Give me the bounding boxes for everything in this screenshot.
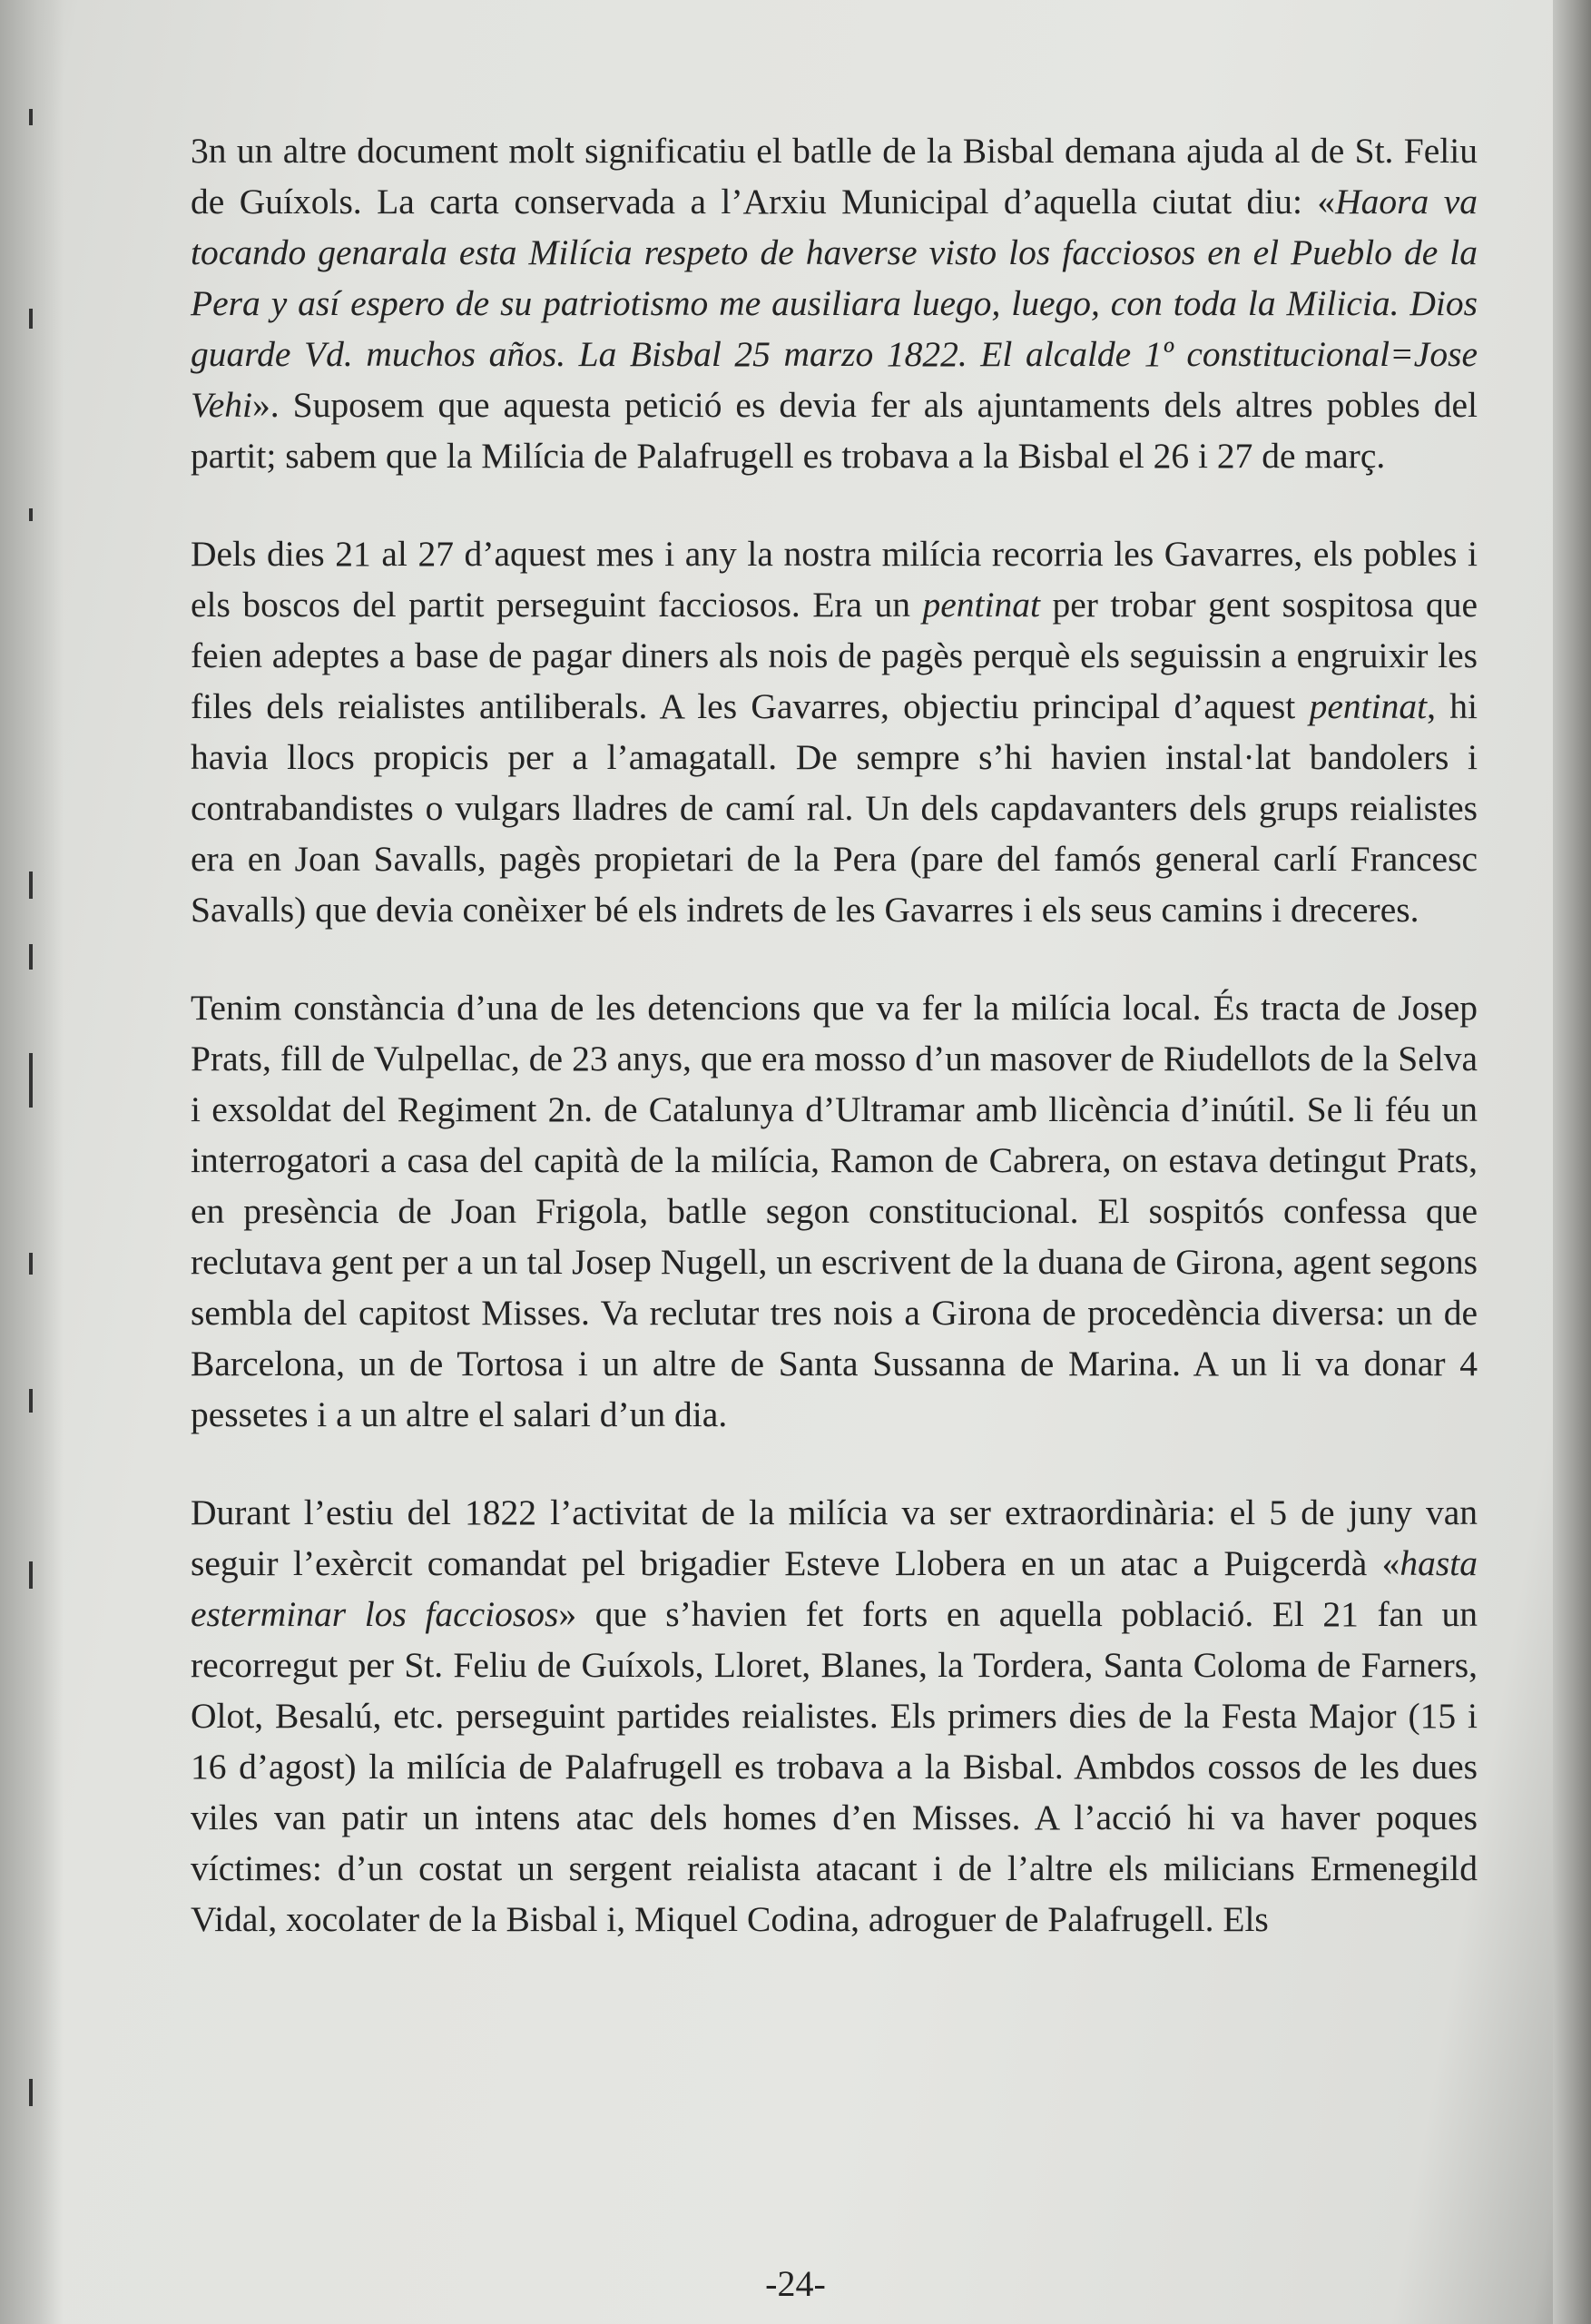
binding-mark — [29, 1561, 33, 1589]
page-binding-margin — [0, 0, 64, 2324]
binding-mark — [29, 872, 33, 899]
binding-mark — [29, 2079, 33, 2106]
paragraph-text: , hi havia llocs propicis per a l’amagatall. De sempre s’hi havien instal·lat bandolers i contrabandistes o vulgars lladres de camí ral. Un dels capdavanters dels grups reialistes era en Joan Savalls, pagès propietari de la Pera (pare del famós general carlí Francesc Savalls) que devia conèixer bé els indrets de les Gavarres i els seus camins i dreceres. — [191, 686, 1478, 930]
binding-mark — [29, 944, 33, 970]
paragraph-text: Tenim constància d’una de les detencions que va fer la milícia local. És tracta de Josep Prats, fill de Vulpellac, de 23 anys, que era mosso d’un masover de Riudellots de la Selva i exsoldat del Regiment 2n. de Catalunya d’Ultramar amb llicència d’inútil. Se li féu un interrogatori a casa del capità de la milícia, Ramon de Cabrera, on estava detingut Prats, en presència de Joan Frigola, batlle segon constitucional. El sospitós confessa que reclutava gent per a un tal Josep Nugell, un escrivent de la duana de Girona, agent segons sembla del capitost Misses. Va reclutar tres nois a Girona de procedència diversa: un de Barcelona, un de Tortosa i un altre de Santa Sussanna de Marina. A un li va donar 4 pessetes i a un altre el salari d’un dia. — [191, 988, 1478, 1434]
paragraph-text: per trobar gent sospitosa que feien adeptes a base de pagar diners als nois de pagès perquè els seguissin a engruixir les files dels reialistes antiliberals. A les Gavarres, objectiu principal d’aquest — [191, 585, 1478, 726]
paragraph-text: Dels dies 21 al 27 d’aquest mes i any la nostra milícia recorria les Gavarres, els pobles i els boscos del partit perseguint facciosos. Era un — [191, 534, 1478, 625]
paragraph-1 — [191, 125, 1478, 481]
binding-mark — [29, 1253, 33, 1275]
paragraph-text: Durant l’estiu del 1822 l’activitat de la milícia va ser extraordinària: el 5 de juny van seguir l’exèrcit comandat pel brigadier Esteve Llobera en un atac a Puigcerdà « — [191, 1492, 1478, 1583]
binding-mark — [29, 109, 33, 125]
quoted-letter: Haora va tocando genarala esta Milícia respeto de haverse visto los facciosos en el Pueblo de la Pera y así espero de su patriotismo me ausiliara luego, luego, con toda la Milicia. Dios guarde Vd. muchos años. La Bisbal 25 marzo 1822. El alcalde 1º constitucional=Jose Vehi — [191, 182, 1478, 425]
binding-mark — [29, 1389, 33, 1413]
body-text — [191, 125, 1478, 1992]
page-curl-edge — [1553, 0, 1591, 2324]
binding-mark — [29, 1053, 33, 1108]
quoted-phrase: hasta esterminar los facciosos — [191, 1543, 1478, 1634]
paragraph-4 — [191, 1487, 1478, 1945]
binding-mark — [29, 508, 33, 521]
binding-mark — [29, 309, 33, 329]
paragraph-text: ». Suposem que aquesta petició es devia fer als ajuntaments dels altres pobles del partit; sabem que la Milícia de Palafrugell es trobava a la Bisbal el 26 i 27 de març. — [191, 385, 1478, 476]
page-number: -24- — [765, 2263, 826, 2304]
paragraph-2 — [191, 528, 1478, 935]
paragraph-3 — [191, 982, 1478, 1440]
italic-term: pentinat — [922, 585, 1040, 625]
paragraph-text: » que s’havien fet forts en aquella població. El 21 fan un recorregut per St. Feliu de Guíxols, Lloret, Blanes, la Tordera, Santa Coloma de Farners, Olot, Besalú, etc. perseguint partides reialistes. Els primers dies de la Festa Major (15 i 16 d’agost) la milícia de Palafrugell es trobava a la Bisbal. Ambdos cossos de les dues viles van patir un intens atac dels homes d’en Misses. A l’acció hi va haver poques víctimes: d’un costat un sergent reialista atacant i de l’altre els milicians Ermenegild Vidal, xocolater de la Bisbal i, Miquel Codina, adroguer de Palafrugell. Els — [191, 1594, 1478, 1939]
paragraph-text: 3n un altre document molt significatiu el batlle de la Bisbal demana ajuda al de St. Feliu de Guíxols. La carta conservada a l’Arxiu Municipal d’aquella ciutat diu: « — [191, 131, 1478, 222]
italic-term: pentinat — [1309, 686, 1428, 726]
